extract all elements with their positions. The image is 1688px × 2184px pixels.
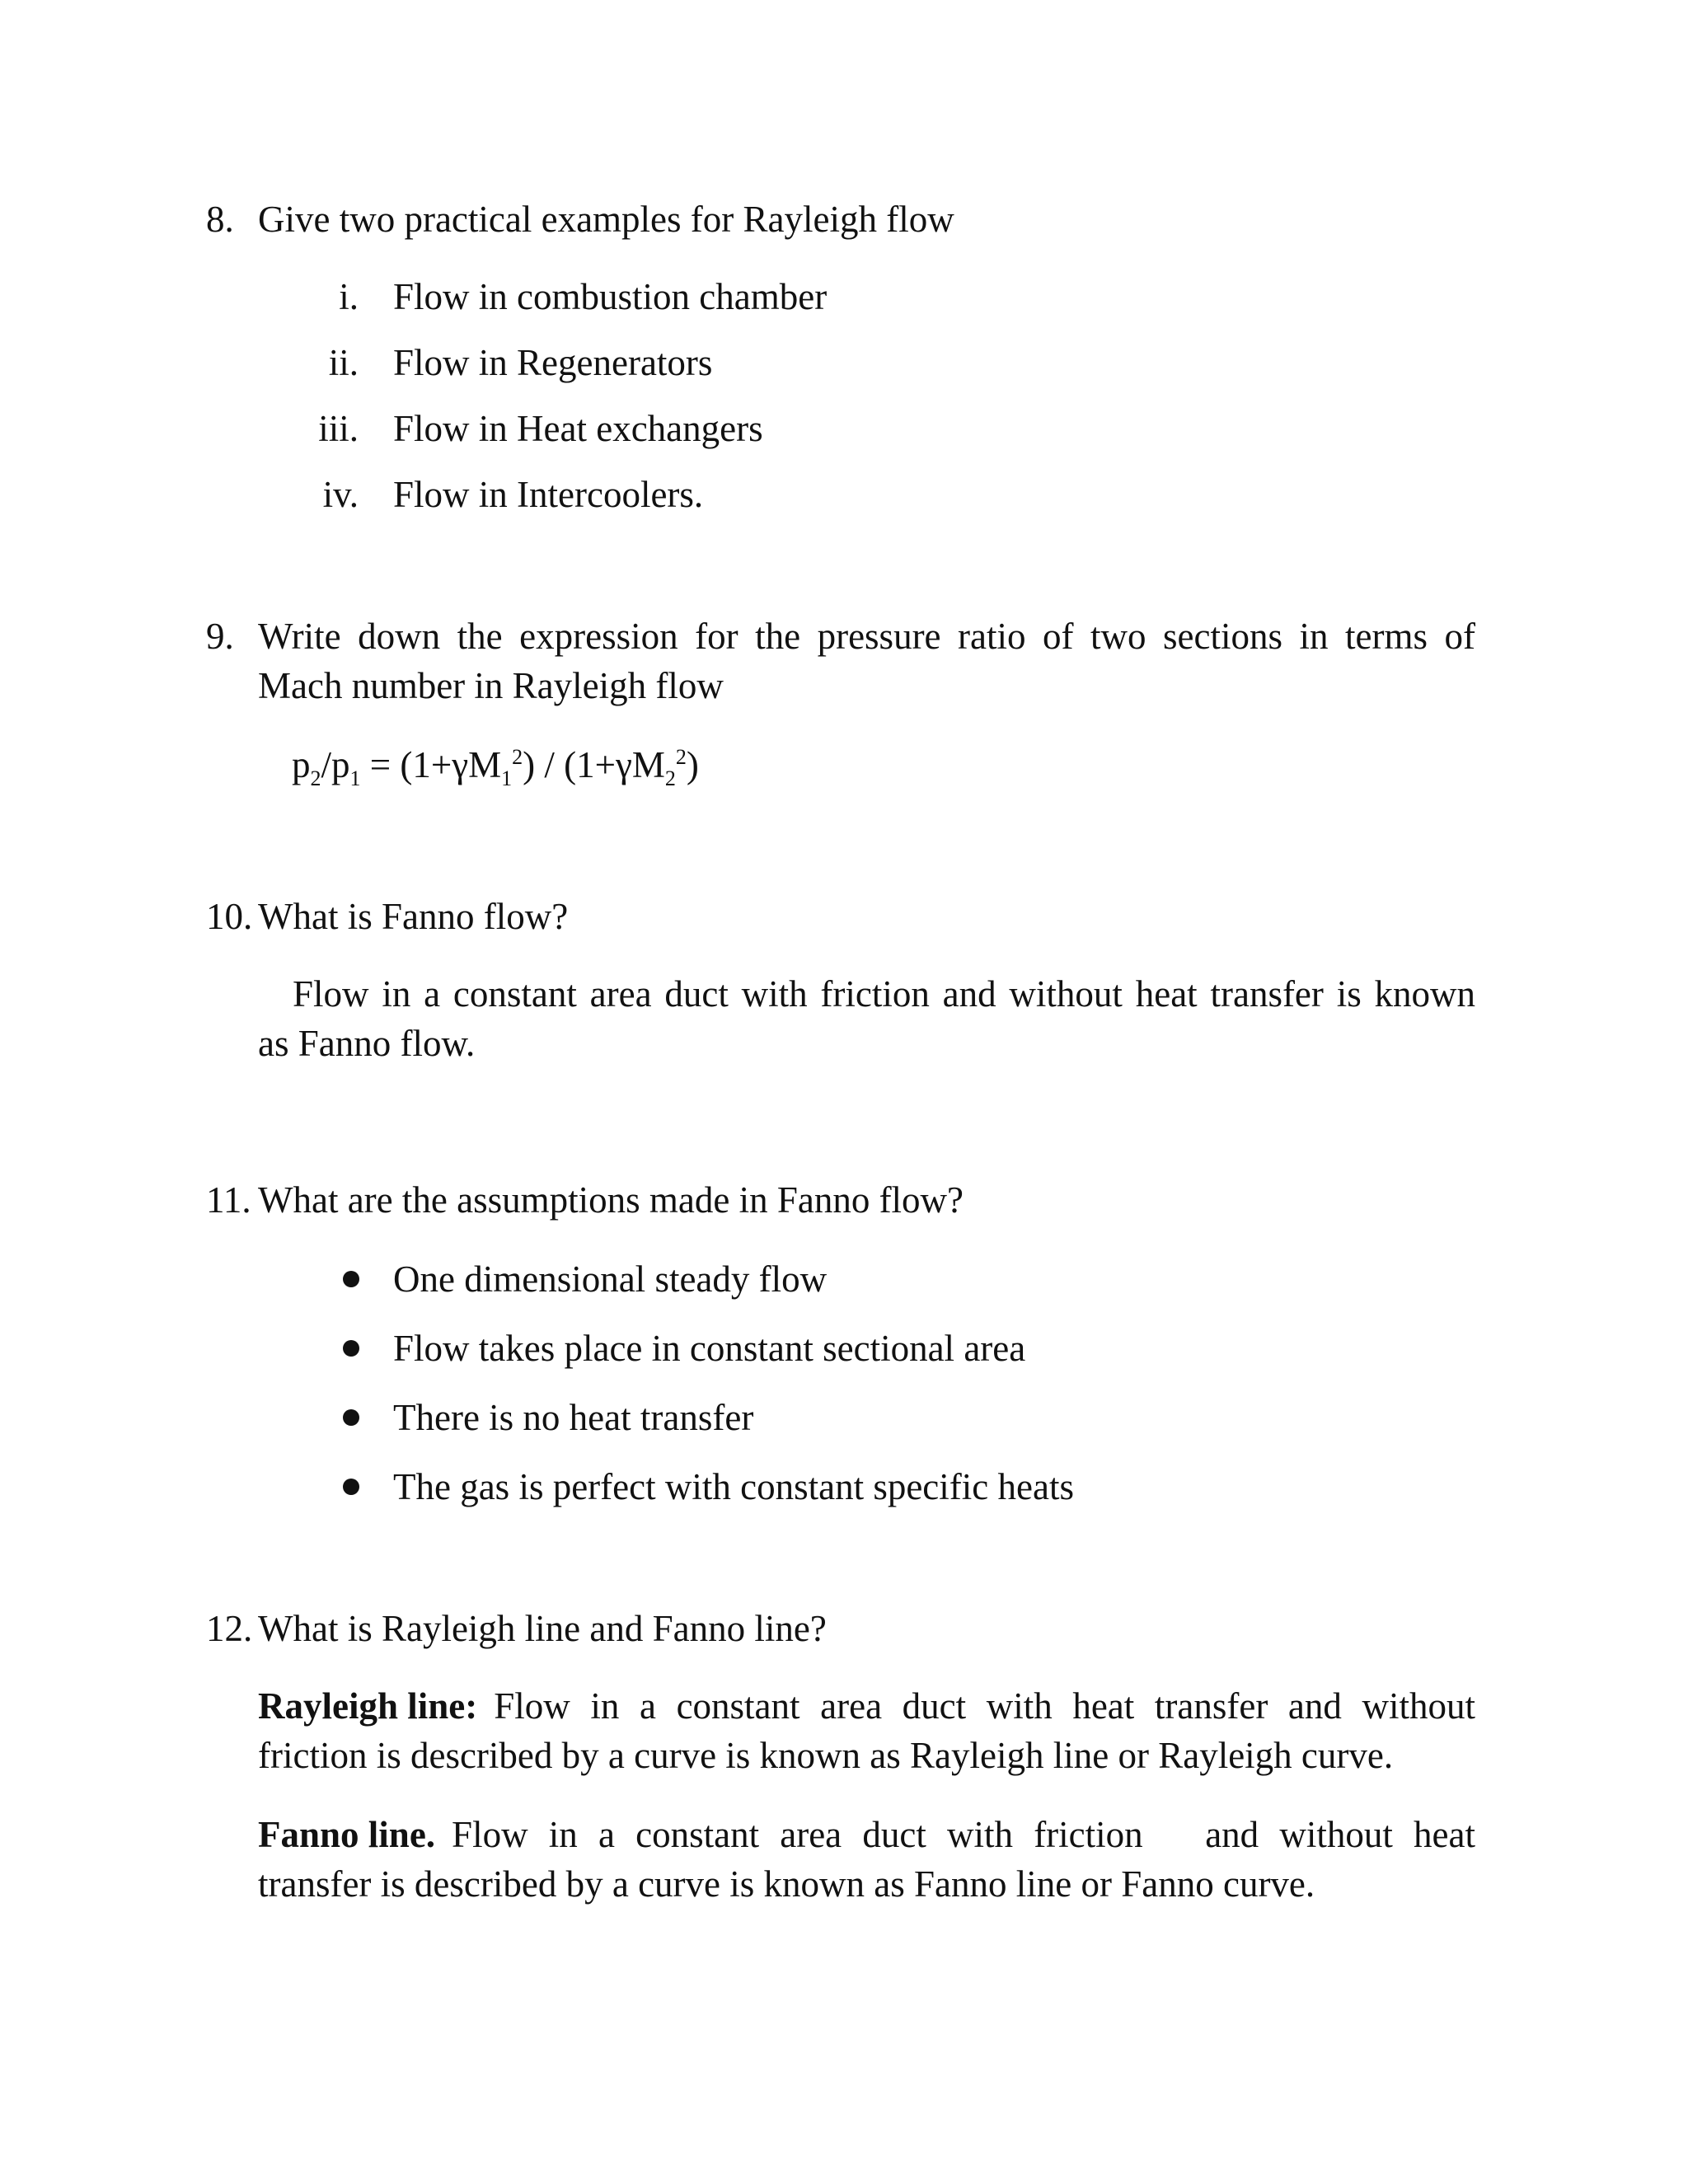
list-marker: iv. xyxy=(322,474,359,515)
answer-line-1: Flow in a constant area duct with friction and without heat transfer is known xyxy=(293,973,1475,1015)
bullet-icon xyxy=(343,1479,359,1495)
rayleigh-line-text: Flow in a constant area duct with heat transfer and without xyxy=(494,1685,1475,1727)
question-number: 10. xyxy=(206,896,253,937)
rayleigh-line-term: Rayleigh line: xyxy=(258,1685,478,1727)
bullet-icon xyxy=(343,1340,359,1357)
question-text: Give two practical examples for Rayleigh flow xyxy=(258,199,954,240)
question-text-line-1: Write down the expression for the pressure ratio of two sections in terms of xyxy=(258,616,1475,657)
rayleigh-line-definition-line-2: friction is described by a curve is known as Rayleigh line or Rayleigh curve. xyxy=(258,1735,1394,1776)
question-number: 11. xyxy=(206,1179,251,1221)
question-number: 12. xyxy=(206,1608,253,1649)
list-item-text: Flow in Heat exchangers xyxy=(393,408,763,449)
list-item-text: One dimensional steady flow xyxy=(393,1258,828,1300)
list-marker: iii. xyxy=(318,408,359,449)
fanno-line-definition-line-2: transfer is described by a curve is known as Fanno line or Fanno curve. xyxy=(258,1863,1315,1905)
fanno-line-text: Flow in a constant area duct with friction and without heat xyxy=(452,1814,1475,1855)
bullet-icon xyxy=(343,1409,359,1426)
list-item-text: The gas is perfect with constant specific heats xyxy=(393,1466,1074,1507)
list-item-text: Flow in combustion chamber xyxy=(393,276,828,317)
pressure-ratio-formula: $p_2/p_1 = (1+\gamma M_1^2) / (1+\gamma M_2^2)$ xyxy=(292,744,699,790)
question-text-line-2: Mach number in Rayleigh flow xyxy=(258,665,724,706)
list-item-text: Flow in Intercoolers. xyxy=(393,474,704,515)
question-number: 9. xyxy=(206,616,234,657)
question-text: What is Rayleigh line and Fanno line? xyxy=(258,1608,827,1649)
list-marker: ii. xyxy=(328,342,359,383)
question-number: 8. xyxy=(206,199,234,240)
list-item-text: Flow takes place in constant sectional area xyxy=(393,1328,1026,1369)
bullet-icon xyxy=(343,1271,359,1287)
fanno-line-term: Fanno line. xyxy=(258,1814,436,1855)
answer-line-2: as Fanno flow. xyxy=(258,1023,476,1064)
rayleigh-line-definition-line-1 xyxy=(258,1681,1475,1731)
question-text: What is Fanno flow? xyxy=(258,896,569,937)
list-item-text: There is no heat transfer xyxy=(393,1397,754,1438)
fanno-line-definition-line-1 xyxy=(258,1810,1475,1859)
list-item-text: Flow in Regenerators xyxy=(393,342,713,383)
list-marker: i. xyxy=(339,276,359,317)
question-text: What are the assumptions made in Fanno flow? xyxy=(258,1179,964,1221)
